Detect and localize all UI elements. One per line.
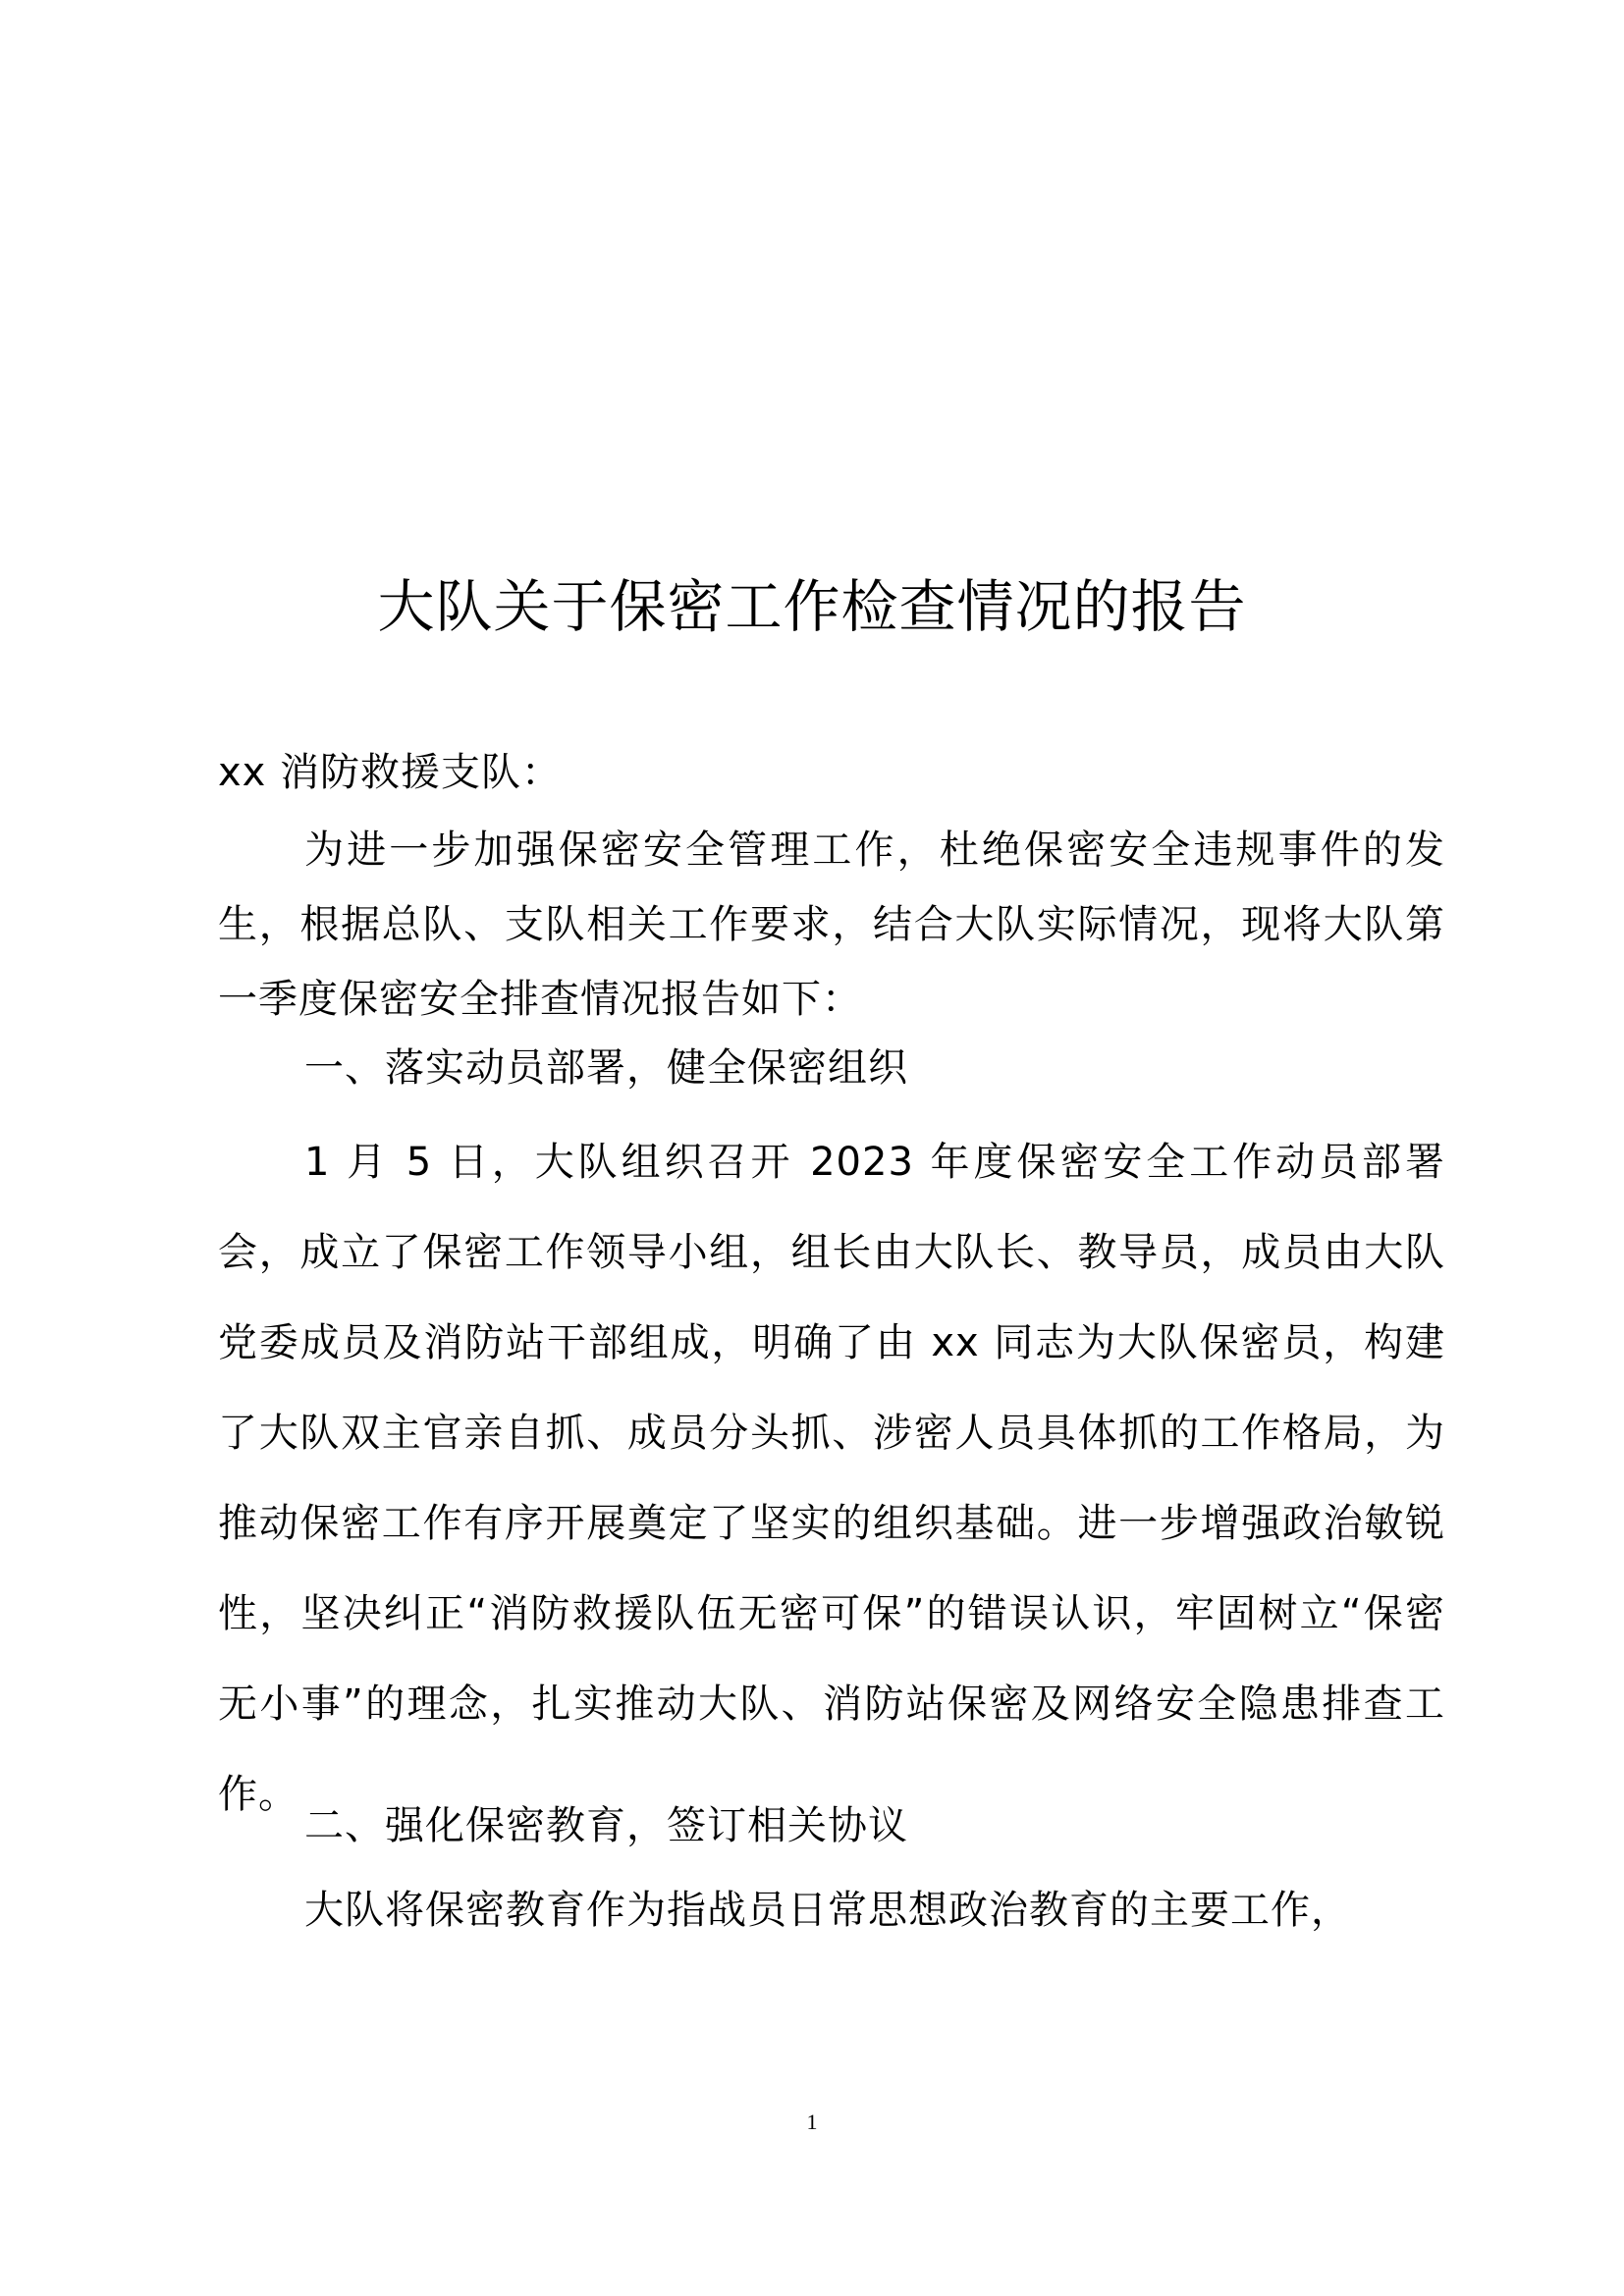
section-1-heading: 一、落实动员部署，健全保密组织: [304, 1045, 908, 1091]
section-1-paragraph: 1 月 5 日，大队组织召开 2023 年度保密安全工作动员部署会，成立了保密工作领导小组，组长由大队长、教导员，成员由大队党委成员及消防站干部组成，明确了由 xx 同志为大队保密员，构建了大队双主官亲自抓、成员分头抓、涉密人员具体抓的工作格局，为推动保密工作有序开展奠定了坚实的组织基础。进一步增强政治敏锐性，坚决纠正“消防救援队伍无密可保”的错误认识，牢固树立“保密无小事”的理念，扎实推动大队、消防站保密及网络安全隐患排查工作。: [218, 1140, 1445, 1817]
section-2-heading: 二、强化保密教育，签订相关协议: [304, 1803, 908, 1848]
salutation: xx 消防救援支队：: [218, 750, 563, 795]
section-2-paragraph: 大队将保密教育作为指战员日常思想政治教育的主要工作，: [304, 1888, 1351, 1933]
intro-paragraph: 为进一步加强保密安全管理工作，杜绝保密安全违规事件的发生，根据总队、支队相关工作要求，结合大队实际情况，现将大队第一季度保密安全排查情况报告如下：: [218, 828, 1445, 1022]
document-title: 大队关于保密工作检查情况的报告: [377, 573, 1247, 640]
page-number: 1: [806, 2109, 818, 2134]
